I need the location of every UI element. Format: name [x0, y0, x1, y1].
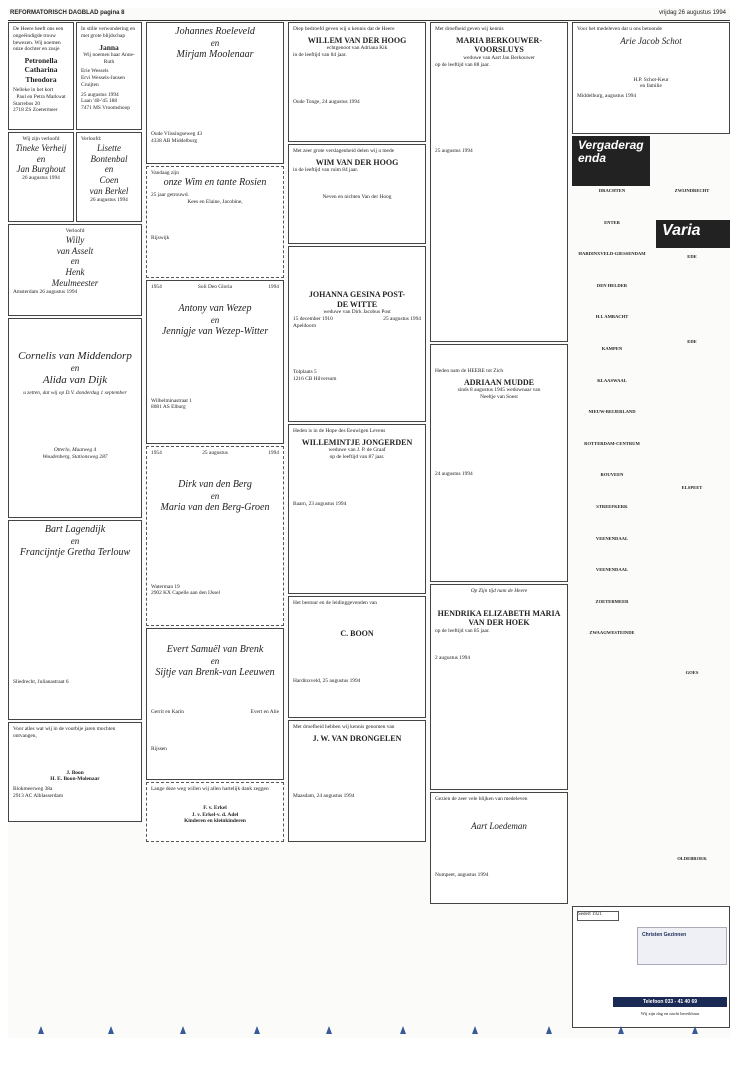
varia-item: GOES: [685, 670, 699, 676]
engagement-ad-2: Verloofd: Lisette Bontenbal en Coen van Berkel 26 augustus 1994: [76, 132, 142, 222]
wedding-ad-1: Cornelis van Middendorp en Alida van Dijk u zetten, dat wij op D.V. donderdag 1 september Otterlo, Maatweg 4 Woudenberg, Stationsweg 287: [8, 318, 142, 518]
registration-arrow-icon: [180, 1026, 186, 1034]
availability-note: Wij zijn dag en nacht bereikbaar: [640, 1011, 700, 1016]
death-ad-5: Het bestuur en de leidinggevenden van C. BOON Hardinxveld, 25 augustus 1994: [288, 596, 426, 718]
agenda-item: ZWAAGWESTEINDE: [589, 630, 635, 636]
engagement-ad-3: Verloofd Willy van Asselt en Henk Meulmeester Amsterdam 26 augustus 1994: [8, 224, 142, 316]
varia-item: EDE: [687, 253, 697, 259]
varia-item: ZWIJNDRECHT: [674, 188, 710, 193]
agenda-item: STREEFKERK: [596, 503, 628, 509]
thanks-ad-2: Lange deze weg willen wij allen hartelijk dank zeggen F. v. Erkel J. v. Erkel-v. d. Adel Kinderen en kleinkinderen: [146, 782, 284, 842]
varia-item: ELSPEET: [681, 484, 703, 490]
registration-arrow-icon: [108, 1026, 114, 1034]
registration-arrow-icon: [692, 1026, 698, 1034]
death-ad-9: Op Zijn tijd nam de Heere HENDRIKA ELIZABETH MARIA VAN DER HOEK op de leeftijd van 85 jaar. 2 augustus 1994: [430, 584, 568, 790]
phone-banner: Telefoon 033 - 41 40 69: [613, 997, 727, 1007]
wedding-ad-2: Bart Lagendijk en Francijntje Gretha Terlouw Sliedrecht, Julianastraat 6: [8, 520, 142, 720]
engagement-ad-1: Wij zijn verloofd Tineke Verheij en Jan Burghout 26 augustus 1994: [8, 132, 74, 222]
agenda-item: DRACHTEN: [598, 188, 626, 193]
agenda-item: ROUVEEN: [600, 472, 624, 478]
varia-heading: Varia: [656, 220, 730, 248]
death-ad-7: Met droefheid geven wij kennis MARIA BERKOUWER- VOORSLUYS weduwe van Aart Jan Berkouwer op de leeftijd van 88 jaar. 25 augustus 1994: [430, 22, 568, 342]
death-ad-1: Diep bedroefd geven wij u kennis dat de Heere WILLEM VAN DER HOOG echtgenoot van Adriana Kik in de leeftijd van 84 jaar. Oude Tonge, 24 augustus 1994: [288, 22, 426, 142]
agenda-item: ZOETERMEER: [595, 598, 629, 604]
newspaper-page: [8, 8, 730, 1038]
agenda-item: VEENENDAAL: [595, 567, 629, 573]
wedding-ad-3: Johannes Roeleveld en Mirjam Moolenaar Oude Vlissingseweg 43 4338 AB Middelburg: [146, 22, 284, 164]
agenda-item: ENTER: [604, 219, 620, 225]
varia-item: OLDEBROEK: [677, 855, 707, 861]
agenda-heading: Vergaderagenda: [572, 136, 650, 186]
agenda-item: ROTTERDAM-CENTRUM: [584, 440, 640, 446]
death-ad-4: Heden is in de Hope des Eeuwigen Levens WILLEMINTJE JONGERDEN weduwe van J. P. de Graaf op de leeftijd van 87 jaar. Baarn, 23 augustus 1994: [288, 424, 426, 594]
header-left: REFORMATORISCH DAGBLAD pagina 8: [10, 10, 125, 16]
birth-ad-1: De Heere heeft ons een ongeëindigde trouw bewezen. Wij noemen onze dochter en zusje Petronella Catharina Theodora Nelleke in het kort Paul en Petra Markwat Starrebos 20 2718 ZS Zoetermeer: [8, 22, 74, 130]
anniversary-ad-2: 1954 Soli Deo Gloria 1994 Antony van Wezep en Jennigje van Wezep-Witter Wilhelminastraat 1 8081 AS Elburg: [146, 280, 284, 444]
thanks-ad-4: Voor het medeleven dat u ons betoonde Arie Jacob Schot H.P. Schot-Keur en familie Middelburg, augustus 1994: [572, 22, 730, 134]
birth-ad-2: In stille verwondering en met grote blijdschap Janna Wij noemen haar Anne-Ruth Erie Wessels Ervi Wessels-Jansen Cruijten 25 augustus 1994 Laan '40-'45 188 7471 MS Vroomshoop: [76, 22, 142, 130]
registration-arrow-icon: [618, 1026, 624, 1034]
agenda-item: KAMPEN: [601, 345, 623, 351]
death-ad-6: Met droefheid hebben wij kennis genomen van J. W. VAN DRONGELEN Maasdam, 24 augustus 1994: [288, 720, 426, 842]
registration-arrow-icon: [472, 1026, 478, 1034]
registration-marks: [8, 1020, 730, 1038]
header-date: vrijdag 26 augustus 1994: [658, 10, 726, 16]
anniversary-ad-3: 1954 25 augustus 1994 Dirk van den Berg en Maria van den Berg-Groen Waterman 19 2902 KX Capelle aan den IJssel: [146, 446, 284, 626]
page-header: [8, 8, 730, 21]
death-ad-3: JOHANNA GESINA POST- DE WITTE weduwe van Dirk Jacobus Post 15 december 1910 25 augustus 1994 Apeldoorn Tolplaats 5 1216 CB Hilversum: [288, 246, 426, 422]
agenda-item: DEN HELDER: [596, 282, 628, 288]
registration-arrow-icon: [546, 1026, 552, 1034]
anniversary-ad-4: Evert Samuël van Brenk en Sijtje van Brenk-van Leeuwen Gerrit en Karin Evert en Alie Rijssen: [146, 628, 284, 780]
agenda-item: HARDINXVELD-GIESSENDAM: [578, 251, 646, 257]
registration-arrow-icon: [254, 1026, 260, 1034]
funeral-service-ad: Sedert 1921 Christen Gezinnen Telefoon 033 - 41 40 69 Wij zijn dag en nacht bereikbaar: [572, 906, 730, 1028]
agenda-item: H.I. AMBACHT: [595, 314, 629, 320]
agenda-list: [574, 188, 650, 639]
registration-arrow-icon: [400, 1026, 406, 1034]
agenda-item: KLAASWAAL: [597, 377, 627, 383]
death-ad-2: Met zeer grote verslagenheid delen wij u mede WIM VAN DER HOOG in de leeftijd van ruim 84 jaar. Neven en nichten Van der Hoog: [288, 144, 426, 244]
registration-arrow-icon: [38, 1026, 44, 1034]
thanks-ad-3: Gezien de zeer vele blijken van medeleven Aart Loedeman Numpeet, augustus 1994: [430, 792, 568, 904]
registration-arrow-icon: [326, 1026, 332, 1034]
agenda-item: NIEUW-BEIJERLAND: [588, 409, 636, 415]
death-ad-8: Heden nam de HEERE tot Zich ADRIAAN MUDDE sinds 8 augustus 1945 weduwnaar van Neeltje van Soest 24 augustus 1994: [430, 344, 568, 582]
agenda-item: VEENENDAAL: [595, 535, 629, 541]
anniversary-ad-1: Vandaag zijn onze Wim en tante Rosien 25 jaar getrouwd. Kees en Elaine, Jacobine, Rijswijk: [146, 166, 284, 278]
company-logo: Christen Gezinnen: [637, 927, 727, 965]
varia-item: EDE: [687, 339, 697, 345]
thanks-ad-1: Voor alles wat wij in de voorbije jaren mochten ontvangen, J. Boon H. E. Boon-Molenaar Blokmeerweg 38a 2913 AC Alblasserdam: [8, 722, 142, 822]
varia-list: [654, 188, 730, 865]
